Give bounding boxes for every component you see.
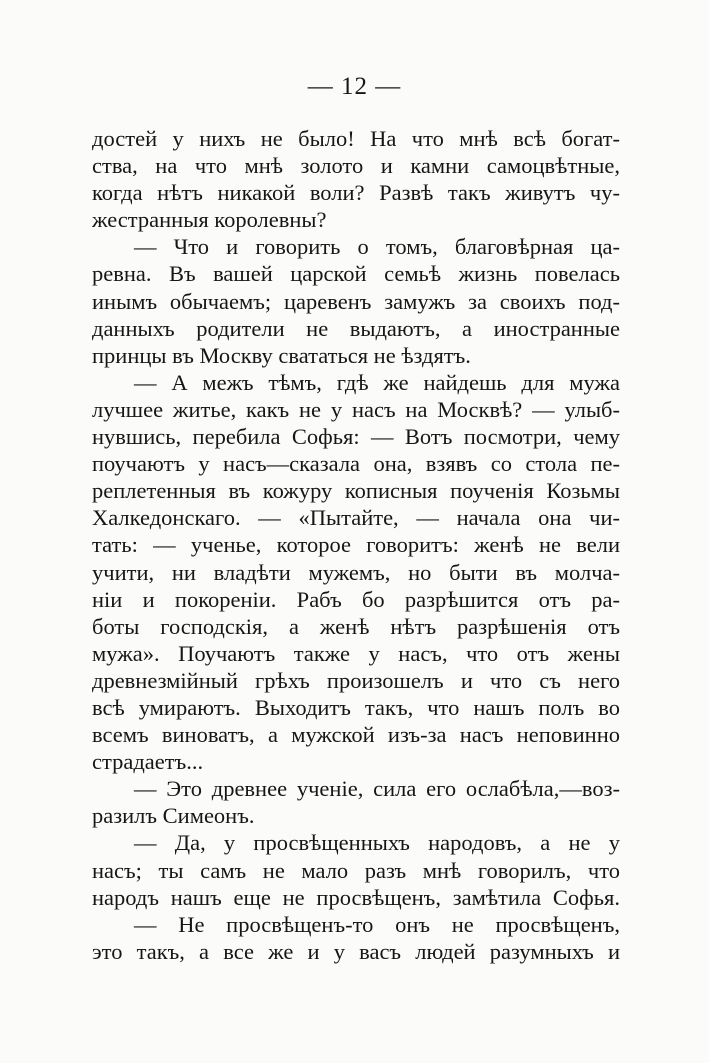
- text-line: лучшее житье, какъ не у насъ на Москвѣ? — улыб-: [92, 396, 620, 422]
- text-line: Халкедонскаго. — «Пытайте, — начала она чи-: [92, 505, 620, 531]
- page-number: — 12 —: [307, 73, 402, 100]
- text-line: жестранныя королевны?: [92, 207, 327, 233]
- text-line: боты господскія, а женѣ нѣтъ разрѣшенія отъ: [92, 613, 620, 639]
- text-line: поучаютъ у насъ—сказала она, взявъ со стола пе-: [92, 451, 620, 477]
- text-line: разилъ Симеонъ.: [92, 803, 255, 829]
- text-line: это такъ, а все же и у васъ людей разумныхъ и: [92, 938, 620, 964]
- text-line: ревна. Въ вашей царской семьѣ жизнь повелась: [92, 261, 620, 287]
- text-line: нувшись, перебила Софья: — Вотъ посмотри, чему: [92, 424, 620, 450]
- text-line: всѣ умираютъ. Выходитъ такъ, что нашъ полъ во: [92, 694, 620, 720]
- text-line: данныхъ родители не выдаютъ, а иностранные: [92, 315, 620, 341]
- text-line: — Это древнее ученіе, сила его ослабѣла,—воз-: [134, 776, 620, 802]
- text-line: достей у нихъ не было! На что мнѣ всѣ богат-: [92, 126, 620, 151]
- text-line: тать: — ученье, которое говоритъ: женѣ не вели: [92, 532, 620, 558]
- text-line: ніи и покореніи. Рабъ бо разрѣшится отъ ра-: [92, 586, 620, 612]
- text-line: — Не просвѣщенъ-то онъ не просвѣщенъ,: [134, 911, 620, 937]
- text-line: насъ; ты самъ не мало разъ мнѣ говорилъ, что: [92, 857, 620, 883]
- text-line: ства, на что мнѣ золото и камни самоцвѣтные,: [92, 153, 620, 179]
- text-line: инымъ обычаемъ; царевенъ замужъ за своихъ под-: [92, 288, 620, 314]
- text-line: принцы въ Москву свататься не ѣздятъ.: [92, 342, 471, 368]
- text-line: мужа». Поучаютъ также у насъ, что отъ жены: [92, 640, 620, 666]
- text-line: реплетенныя въ кожуру кописныя поученія Козьмы: [92, 478, 620, 504]
- text-line: страдаетъ...: [92, 749, 204, 775]
- text-line: всемъ виноватъ, а мужской изъ-за насъ неповинно: [92, 722, 620, 748]
- text-line: когда нѣтъ никакой воли? Развѣ такъ живутъ чу-: [92, 180, 620, 206]
- text-line: — А межъ тѣмъ, гдѣ же найдешь для мужа: [134, 369, 620, 395]
- body-text: [92, 125, 620, 965]
- text-line: — Да, у просвѣщенныхъ народовъ, а не у: [134, 830, 620, 856]
- text-line: — Что и говорить о томъ, благовѣрная ца-: [134, 234, 620, 260]
- text-line: народъ нашъ еще не просвѣщенъ, замѣтила Софья.: [92, 884, 620, 910]
- text-line: учити, ни владѣти мужемъ, но быти въ молча-: [92, 559, 620, 585]
- text-line: древнезмійный грѣхъ произошелъ и что съ него: [92, 667, 620, 693]
